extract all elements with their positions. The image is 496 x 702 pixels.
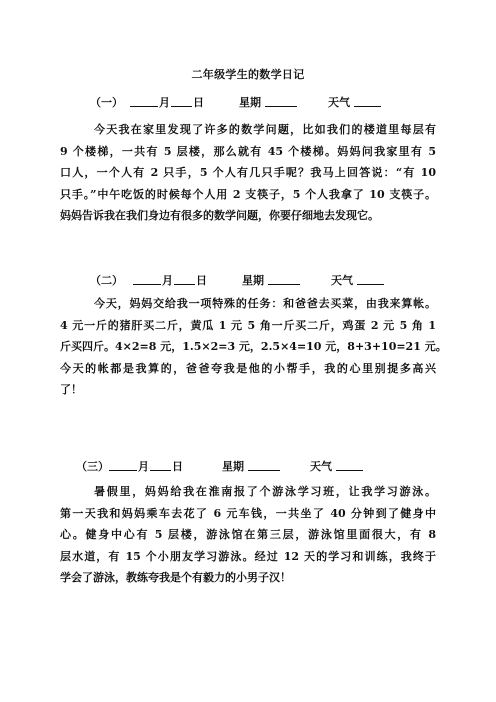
section-1-line: 今天我在家里发现了许多的数学问题，比如我们的楼道里每层有 bbox=[94, 123, 436, 136]
section-2-week-label: 星期 bbox=[242, 274, 264, 287]
section-1-weather-label: 天气 bbox=[328, 96, 350, 109]
section-3-weather-label: 天气 bbox=[310, 460, 332, 473]
section-3-month-label: 月 bbox=[138, 460, 149, 473]
section-1-month-blank bbox=[130, 94, 158, 110]
section-1-day-label: 日 bbox=[193, 96, 204, 109]
section-1-line: 只手。”中午吃饭的时候每个人用 2 支筷子，5 个人我拿了 10 支筷子。 bbox=[60, 187, 436, 201]
section-1-month-label: 月 bbox=[159, 96, 170, 109]
section-2-month-label: 月 bbox=[162, 274, 173, 287]
section-2-day-label: 日 bbox=[196, 274, 207, 287]
section-2-line: 斤买四斤。4×2=8 元，1.5×2=3 元，2.5×4=10 元，8+3+10=21 元。 bbox=[60, 340, 447, 354]
section-2-week-blank bbox=[268, 272, 300, 288]
section-2-day-blank bbox=[174, 272, 195, 288]
section-1-body bbox=[60, 119, 436, 227]
section-3-month-blank bbox=[109, 458, 137, 474]
section-1-day-blank bbox=[171, 94, 192, 110]
section-2-line: 了！ bbox=[60, 383, 82, 397]
section-3-header bbox=[76, 458, 376, 474]
section-2-number: （二） bbox=[90, 274, 123, 287]
section-3-line: 暑假里，妈妈给我在淮南报了个游泳学习班，让我学习游泳。 bbox=[94, 485, 436, 498]
section-3-line: 心。健身中心有 5 层楼，游泳馆在第三层，游泳馆里面很大，有 8 bbox=[60, 528, 436, 542]
section-2-weather-label: 天气 bbox=[331, 274, 353, 287]
section-3-line: 层水道，有 15 个小朋友学习游泳。经过 12 天的学习和训练，我终于 bbox=[60, 549, 436, 563]
section-1-line: 口人，一个人有 2 只手，5 个人有几只手呢？我马上回答说：“有 10 bbox=[60, 166, 436, 180]
section-2-weather-blank bbox=[357, 272, 384, 288]
section-1-week-blank bbox=[265, 94, 297, 110]
section-3-number: （三） bbox=[76, 460, 109, 473]
section-3-body bbox=[60, 481, 436, 589]
section-1-number: （一） bbox=[90, 96, 123, 109]
section-2-line: 4 元一斤的猪肝买二斤，黄瓜 1 元 5 角一斤买二斤，鸡蛋 2 元 5 角 1 bbox=[60, 318, 436, 332]
section-2-body bbox=[60, 293, 447, 401]
section-3-week-blank bbox=[248, 458, 280, 474]
section-2-month-blank bbox=[133, 272, 161, 288]
document-title: 二年级学生的数学日记 bbox=[191, 68, 305, 81]
section-3-line: 第一天我和妈妈乘车去花了 6 元车钱，一共坐了 40 分钟到了健身中 bbox=[60, 506, 436, 520]
section-1-line: 妈妈告诉我在我们身边有很多的数学问题，你要仔细地去发现它。 bbox=[60, 209, 379, 223]
section-1-weather-blank bbox=[354, 94, 381, 110]
section-2-line: 今天，妈妈交给我一项特殊的任务：和爸爸去买菜，由我来算帐。 bbox=[94, 297, 436, 310]
section-2-header bbox=[90, 272, 390, 288]
section-2-line: 今天的帐都是我算的，爸爸夸我是他的小帮手，我的心里别提多高兴 bbox=[60, 361, 436, 375]
section-1-header bbox=[90, 94, 390, 110]
section-3-weather-blank bbox=[336, 458, 363, 474]
section-3-day-blank bbox=[150, 458, 171, 474]
section-3-day-label: 日 bbox=[172, 460, 183, 473]
section-1-week-label: 星期 bbox=[239, 96, 261, 109]
section-1-line: 9 个楼梯，一共有 5 层楼，那么就有 45 个楼梯。妈妈问我家里有 5 bbox=[60, 144, 436, 158]
section-3-week-label: 星期 bbox=[222, 460, 244, 473]
section-3-line: 学会了游泳，教练夸我是个有毅力的小男子汉！ bbox=[60, 571, 291, 585]
